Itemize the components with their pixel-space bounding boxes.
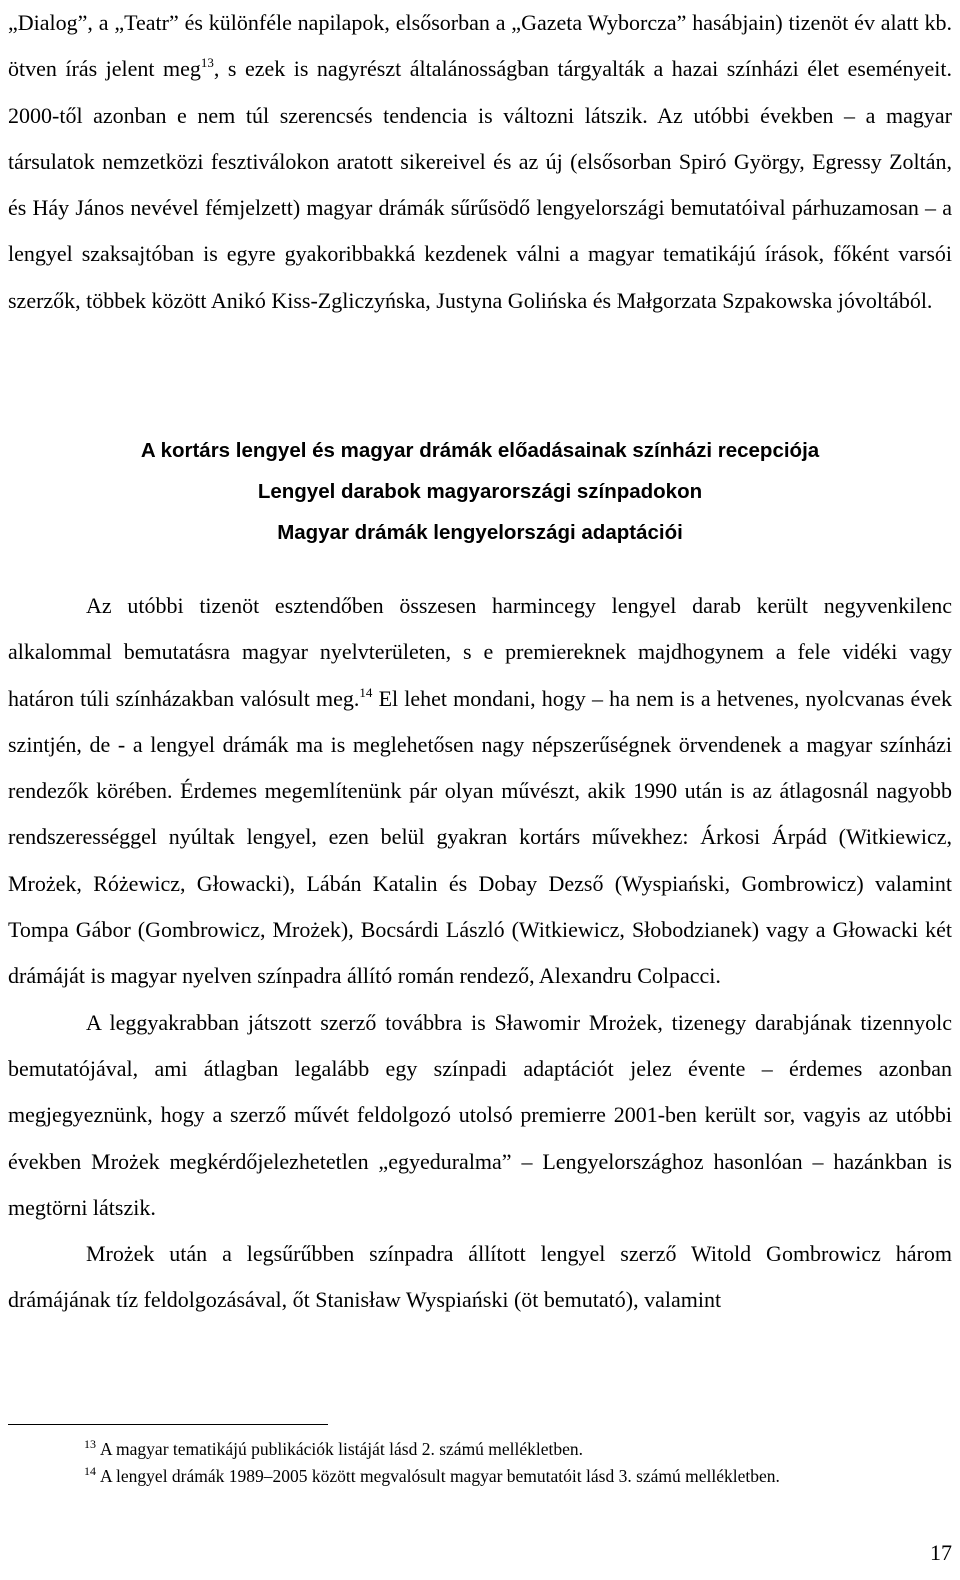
section-heading-sub2: Magyar drámák lengyelországi adaptációi (277, 521, 683, 544)
section-heading-sub1: Lengyel darabok magyarországi színpadokon (257, 480, 703, 503)
footnote-number: 14 (84, 1464, 96, 1478)
main-section (8, 583, 952, 1324)
paragraph-3: A leggyakrabban játszott szerző továbbra is Sławomir Mrożek, tizenegy darabjának tizennyolc bemutatójával, ami átlagban legalább egy színpadi adaptációt jelez évente – érdemes azonban megjegyeznünk, hogy a szerző művét feldolgozó utolsó premierre 2001-ben került sor, vagyis az utóbbi években Mrożek megkérdőjelezhetetlen „egyeduralma” – Lengyelországhoz hasonlóan – hazánkban is megtörni látszik. (8, 1009, 952, 1220)
paragraph-intro (8, 0, 952, 324)
paragraph-2-text-b: El lehet mondani, hogy – ha nem is a hetvenes, nyolcvanas évek szintjén, de - a lengyel drámák ma is meglehetősen nagy népszerűségnek örvendenek a magyar színházi rendezők körében. Érdemes megemlítenünk pár olyan művészt, akik 1990 után is az átlagosnál nagyobb rendszerességgel nyúltak lengyel, ezen belül gyakran kortárs művekhez: Árkosi Árpád (Witkiewicz, Mrożek, Różewicz, Głowacki), Lábán Katalin és Dobay Dezső (Wyspiański, Gombrowicz) valamint Tompa Gábor (Gombrowicz, Mrożek), Bocsárdi László (Witkiewicz, Słobodzianek) vagy a Głowacki két drámáját is magyar nyelven színpadra állító román rendező, Alexandru Colpacci. (8, 685, 952, 989)
footnote-ref-14[interactable]: 14 (359, 684, 373, 700)
paragraph-2 (8, 583, 952, 1000)
paragraph-intro-text-a: „Dialog”, a „Teatr” és különféle napilapok, elsősorban a „Gazeta Wyborcza” hasábjain) tizenöt év alatt kb. ötven írás jelent meg (8, 10, 952, 82)
footnote-number: 13 (84, 1437, 96, 1451)
footnote-text: A lengyel drámák 1989–2005 között megvalósult magyar bemutatóit lásd 3. számú mellékletben. (100, 1466, 780, 1486)
footnote-13 (8, 1436, 952, 1463)
paragraph-2-text-a: Az utóbbi tizenöt esztendőben összesen harmincegy lengyel darab került negyvenkilenc alkalommal bemutatásra magyar nyelvterületen, s e premiereknek majdhogynem a fele vidéki vagy határon túli színházakban valósult meg. (8, 593, 952, 711)
section-headings (8, 430, 952, 553)
paragraph-intro-text-b: , s ezek is nagyrészt általánosságban tárgyalták a hazai színházi élet eseményeit. 2000-től azonban e nem túl szerencsés tendencia is változni látszik. Az utóbbi években – a magyar társulatok nemzetközi fesztiválokon aratott sikereivel és az új (elsősorban Spiró György, Egressy Zoltán, és Háy János nevével fémjelzett) magyar drámák sűrűsödő lengyelországi bemutatóival párhuzamosan – a lengyel szaksajtóban is egyre gyakoribbakká kezdenek válni a magyar tematikájú írások, főként varsói szerzők, többek között Anikó Kiss-Zgliczyńska, Justyna Golińska és Małgorzata Szpakowska jóvoltából. (8, 56, 952, 313)
section-heading-main: A kortárs lengyel és magyar drámák előadásainak színházi recepciója (140, 439, 820, 462)
paragraph-4: Mrożek után a legsűrűbben színpadra állított lengyel szerző Witold Gombrowicz három drámájának tíz feldolgozásával, őt Stanisław Wyspiański (öt bemutató), valamint (8, 1241, 952, 1313)
document-page (8, 0, 952, 1580)
page-number: 17 (930, 1540, 952, 1565)
intro-section (8, 0, 952, 324)
footnote-14 (8, 1463, 952, 1490)
footnote-ref-13[interactable]: 13 (200, 55, 214, 71)
footnote-separator (8, 1424, 328, 1425)
footnotes (8, 1436, 952, 1490)
footnote-text: A magyar tematikájú publikációk listáját lásd 2. számú mellékletben. (100, 1439, 584, 1459)
